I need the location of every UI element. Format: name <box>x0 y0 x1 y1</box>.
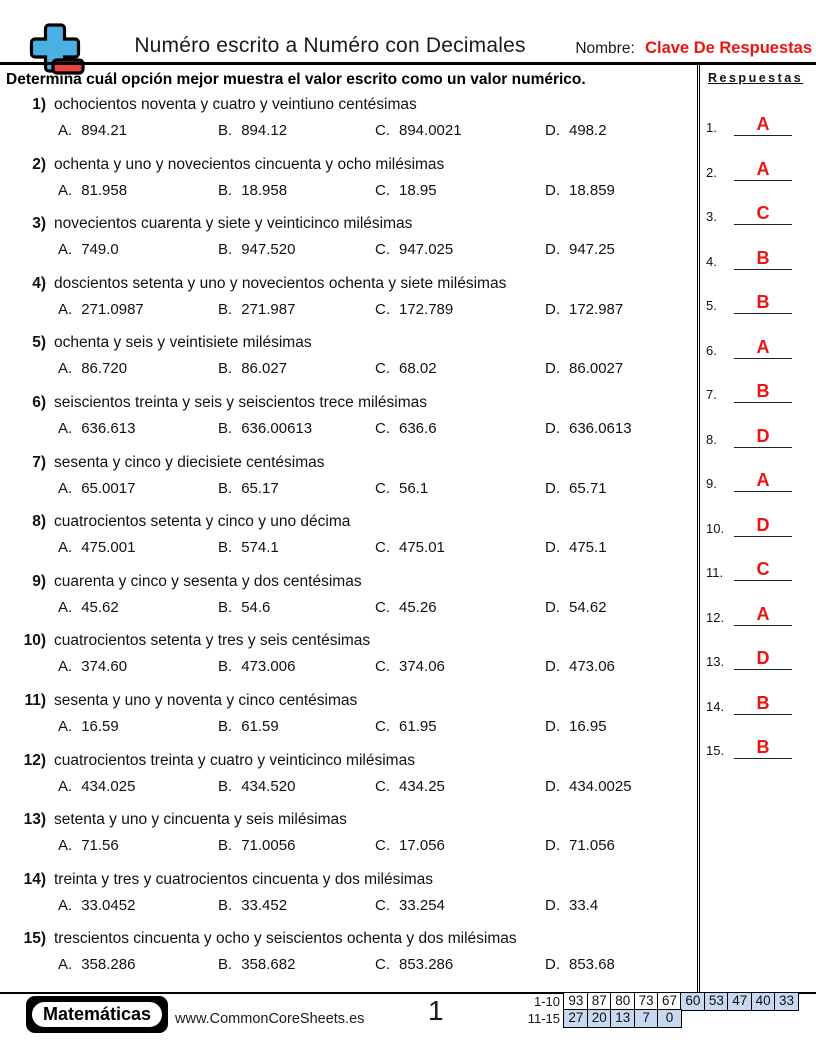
answer-row-7: 7. B <box>706 367 792 403</box>
option-c: C. 68.02 <box>375 360 437 377</box>
question-12 <box>0 752 690 798</box>
option-c: C. 172.789 <box>375 301 454 318</box>
question-number: 8) <box>32 513 46 530</box>
option-c: C. 947.025 <box>375 241 454 258</box>
page-title: Numéro escrito a Numéro con Decimales <box>134 34 526 57</box>
option-a: A. 16.59 <box>58 718 119 735</box>
option-a: A. 374.60 <box>58 658 128 675</box>
answer-blank: D <box>734 647 792 670</box>
site-url: www.CommonCoreSheets.es <box>175 1011 365 1027</box>
score-cell: 7 <box>634 1009 659 1028</box>
score-cell: 13 <box>610 1009 635 1028</box>
answer-blank: B <box>734 380 792 403</box>
option-c: C. 475.01 <box>375 539 445 556</box>
question-number: 1) <box>32 96 46 113</box>
score-table <box>521 992 799 1028</box>
option-a: A. 749.0 <box>58 241 119 258</box>
answer-row-4: 4. B <box>706 234 792 270</box>
score-cell: 93 <box>563 992 588 1011</box>
question-text: ochenta y seis y veintisiete milésimas <box>54 334 312 351</box>
option-d: D. 498.2 <box>545 122 607 139</box>
question-text: cuatrocientos setenta y cinco y uno décima <box>54 513 351 530</box>
option-d: D. 18.859 <box>545 182 615 199</box>
question-text: treinta y tres y cuatrocientos cincuenta y dos milésimas <box>54 871 434 888</box>
answer-blank: A <box>734 336 792 359</box>
option-c: C. 61.95 <box>375 718 437 735</box>
option-c: C. 33.254 <box>375 897 445 914</box>
answer-row-6: 6. A <box>706 323 792 359</box>
question-9 <box>0 573 690 619</box>
answer-row-3: 3. C <box>706 189 792 225</box>
question-text: cuarenta y cinco y sesenta y dos centésimas <box>54 573 362 590</box>
option-a: A. 894.21 <box>58 122 128 139</box>
question-text: setenta y uno y cincuenta y seis milésimas <box>54 811 347 828</box>
answer-blank: D <box>734 425 792 448</box>
question-2 <box>0 156 690 202</box>
question-text: doscientos setenta y uno y novecientos ochenta y siete milésimas <box>54 275 507 292</box>
answer-row-11: 11. C <box>706 545 792 581</box>
question-4 <box>0 275 690 321</box>
answer-blank: B <box>734 692 792 715</box>
score-cell: 87 <box>587 992 612 1011</box>
option-b: B. 636.00613 <box>218 420 313 437</box>
option-c: C. 45.26 <box>375 599 437 616</box>
option-b: B. 65.17 <box>218 480 279 497</box>
option-d: D. 71.056 <box>545 837 615 854</box>
answer-row-14: 14. B <box>706 679 792 715</box>
score-cell: 60 <box>680 992 705 1011</box>
option-a: A. 358.286 <box>58 956 136 973</box>
option-c: C. 853.286 <box>375 956 454 973</box>
matematicas-logo-label: Matemáticas <box>30 1000 164 1029</box>
answer-row-5: 5. B <box>706 278 792 314</box>
answer-row-1: 1. A <box>706 100 792 136</box>
answer-row-8: 8. D <box>706 412 792 448</box>
answers-panel <box>697 64 816 992</box>
option-b: B. 54.6 <box>218 599 271 616</box>
score-cell: 33 <box>774 992 799 1011</box>
option-b: B. 358.682 <box>218 956 296 973</box>
question-6 <box>0 394 690 440</box>
score-row-1 <box>521 992 799 1011</box>
option-b: B. 271.987 <box>218 301 296 318</box>
question-15 <box>0 930 690 976</box>
option-d: D. 16.95 <box>545 718 607 735</box>
name-row <box>575 39 812 58</box>
question-5 <box>0 334 690 380</box>
answer-row-9: 9. A <box>706 456 792 492</box>
matematicas-logo <box>26 996 168 1033</box>
question-13 <box>0 811 690 857</box>
question-number: 15) <box>23 930 46 947</box>
option-c: C. 56.1 <box>375 480 429 497</box>
answer-row-2: 2. A <box>706 145 792 181</box>
question-8 <box>0 513 690 559</box>
answer-blank: A <box>734 603 792 626</box>
question-number: 2) <box>32 156 46 173</box>
option-c: C. 636.6 <box>375 420 437 437</box>
question-number: 9) <box>32 573 46 590</box>
question-10 <box>0 632 690 678</box>
answer-blank: A <box>734 469 792 492</box>
option-a: A. 33.0452 <box>58 897 136 914</box>
option-b: B. 61.59 <box>218 718 279 735</box>
option-a: A. 475.001 <box>58 539 136 556</box>
option-b: B. 473.006 <box>218 658 296 675</box>
answer-row-12: 12. A <box>706 590 792 626</box>
option-a: A. 65.0017 <box>58 480 136 497</box>
option-c: C. 894.0021 <box>375 122 462 139</box>
question-text: cuatrocientos setenta y tres y seis centésimas <box>54 632 371 649</box>
option-c: C. 434.25 <box>375 778 445 795</box>
option-d: D. 853.68 <box>545 956 615 973</box>
option-b: B. 86.027 <box>218 360 288 377</box>
question-1 <box>0 96 690 142</box>
question-7 <box>0 454 690 500</box>
option-d: D. 54.62 <box>545 599 607 616</box>
score-range-label: 1-10 <box>533 994 560 1009</box>
option-a: A. 81.958 <box>58 182 128 199</box>
option-d: D. 86.0027 <box>545 360 624 377</box>
question-11 <box>0 692 690 738</box>
question-number: 4) <box>32 275 46 292</box>
score-cell: 67 <box>657 992 682 1011</box>
option-a: A. 636.613 <box>58 420 136 437</box>
option-a: A. 434.025 <box>58 778 136 795</box>
question-number: 12) <box>23 752 46 769</box>
question-text: ochenta y uno y novecientos cincuenta y ocho milésimas <box>54 156 445 173</box>
question-14 <box>0 871 690 917</box>
option-a: A. 71.56 <box>58 837 119 854</box>
option-a: A. 271.0987 <box>58 301 144 318</box>
question-number: 14) <box>23 871 46 888</box>
header-divider <box>0 62 816 65</box>
page-number: 1 <box>428 995 444 1026</box>
option-b: B. 18.958 <box>218 182 288 199</box>
answer-blank: A <box>734 113 792 136</box>
answer-blank: C <box>734 202 792 225</box>
answer-blank: A <box>734 158 792 181</box>
option-b: B. 71.0056 <box>218 837 296 854</box>
option-c: C. 374.06 <box>375 658 445 675</box>
answer-row-13: 13. D <box>706 634 792 670</box>
question-number: 7) <box>32 454 46 471</box>
score-row-2 <box>521 1009 799 1028</box>
question-text: trescientos cincuenta y ocho y seiscientos ochenta y dos milésimas <box>54 930 517 947</box>
name-label: Nombre: <box>575 40 635 57</box>
answer-blank: D <box>734 514 792 537</box>
option-a: A. 86.720 <box>58 360 128 377</box>
score-cell: 20 <box>587 1009 612 1028</box>
score-cell: 0 <box>657 1009 682 1028</box>
score-range-label: 11-15 <box>527 1011 560 1027</box>
score-cell: 53 <box>704 992 729 1011</box>
answer-blank: B <box>734 736 792 759</box>
question-number: 11) <box>24 692 46 709</box>
answer-row-15: 15. B <box>706 723 792 759</box>
question-3 <box>0 215 690 261</box>
name-value: Clave De Respuestas <box>645 39 812 57</box>
option-d: D. 434.0025 <box>545 778 632 795</box>
question-number: 5) <box>32 334 46 351</box>
option-d: D. 473.06 <box>545 658 615 675</box>
option-d: D. 636.0613 <box>545 420 632 437</box>
question-number: 13) <box>23 811 46 828</box>
instruction-text: Determina cuál opción mejor muestra el valor escrito como un valor numérico. <box>6 71 586 88</box>
question-text: sesenta y cinco y diecisiete centésimas <box>54 454 325 471</box>
option-b: B. 947.520 <box>218 241 296 258</box>
option-b: B. 434.520 <box>218 778 296 795</box>
question-text: novecientos cuarenta y siete y veinticinco milésimas <box>54 215 413 232</box>
question-number: 6) <box>32 394 46 411</box>
question-number: 3) <box>32 215 46 232</box>
answer-blank: B <box>734 291 792 314</box>
option-b: B. 574.1 <box>218 539 279 556</box>
option-a: A. 45.62 <box>58 599 119 616</box>
option-c: C. 18.95 <box>375 182 437 199</box>
score-cell: 73 <box>634 992 659 1011</box>
question-number: 10) <box>23 632 46 649</box>
score-cell: 27 <box>563 1009 588 1028</box>
answer-row-10: 10. D <box>706 501 792 537</box>
option-b: B. 33.452 <box>218 897 288 914</box>
option-c: C. 17.056 <box>375 837 445 854</box>
score-cell: 80 <box>610 992 635 1011</box>
option-d: D. 33.4 <box>545 897 599 914</box>
question-text: sesenta y uno y noventa y cinco centésimas <box>54 692 358 709</box>
option-d: D. 65.71 <box>545 480 607 497</box>
question-text: cuatrocientos treinta y cuatro y veinticinco milésimas <box>54 752 415 769</box>
answers-header: Respuestas <box>708 71 804 85</box>
score-cell: 47 <box>727 992 752 1011</box>
question-text: ochocientos noventa y cuatro y veintiuno centésimas <box>54 96 417 113</box>
option-d: D. 475.1 <box>545 539 607 556</box>
option-b: B. 894.12 <box>218 122 288 139</box>
question-text: seiscientos treinta y seis y seiscientos trece milésimas <box>54 394 427 411</box>
score-cell: 40 <box>751 992 776 1011</box>
answer-blank: C <box>734 558 792 581</box>
answer-blank: B <box>734 247 792 270</box>
option-d: D. 172.987 <box>545 301 624 318</box>
option-d: D. 947.25 <box>545 241 615 258</box>
